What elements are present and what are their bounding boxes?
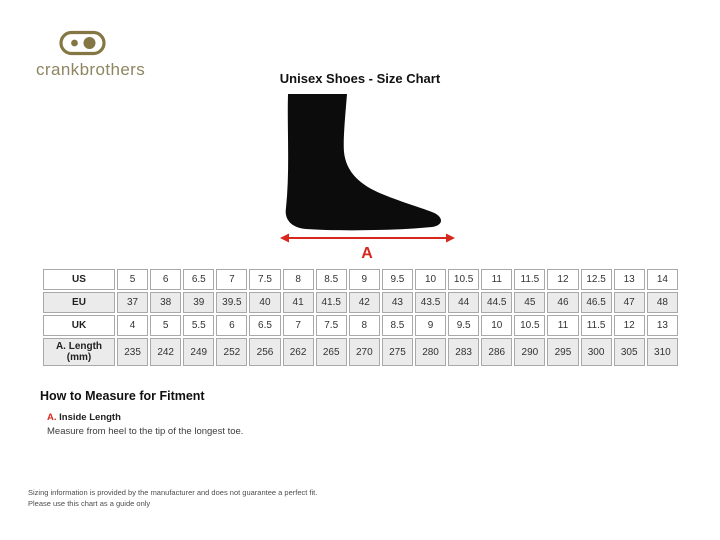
size-cell: 280 — [415, 338, 446, 366]
size-cell: 10 — [415, 269, 446, 290]
size-cell: 8.5 — [382, 315, 413, 336]
size-cell: 310 — [647, 338, 678, 366]
size-cell: 47 — [614, 292, 645, 313]
size-cell: 249 — [183, 338, 214, 366]
size-cell: 270 — [349, 338, 380, 366]
size-cell: 275 — [382, 338, 413, 366]
size-cell: 305 — [614, 338, 645, 366]
size-table-row — [43, 292, 678, 313]
size-cell: 256 — [249, 338, 280, 366]
size-cell: 11.5 — [514, 269, 545, 290]
size-cell: 8 — [349, 315, 380, 336]
size-cell: 7.5 — [249, 269, 280, 290]
size-cell: 12 — [614, 315, 645, 336]
measure-item-description: Measure from heel to the tip of the longest toe. — [47, 426, 244, 437]
size-cell: 4 — [117, 315, 148, 336]
size-cell: 10.5 — [448, 269, 479, 290]
size-cell: 6.5 — [183, 269, 214, 290]
size-cell: 286 — [481, 338, 512, 366]
size-cell: 262 — [283, 338, 314, 366]
size-cell: 10.5 — [514, 315, 545, 336]
size-cell: 44.5 — [481, 292, 512, 313]
size-cell: 37 — [117, 292, 148, 313]
measure-item-marker: A. — [47, 412, 57, 423]
size-cell: 12.5 — [581, 269, 612, 290]
size-cell: 235 — [117, 338, 148, 366]
disclaimer-line-2: Please use this chart as a guide only — [28, 499, 151, 508]
dimension-a-label: A — [361, 245, 373, 262]
size-table — [41, 267, 680, 368]
size-cell: 9.5 — [448, 315, 479, 336]
size-cell: 5 — [150, 315, 181, 336]
size-cell: 40 — [249, 292, 280, 313]
foot-measurement-diagram — [272, 94, 462, 263]
size-cell: 290 — [514, 338, 545, 366]
size-cell: 39 — [183, 292, 214, 313]
size-cell: 41.5 — [316, 292, 347, 313]
size-cell: 283 — [448, 338, 479, 366]
size-cell: 11 — [547, 315, 578, 336]
size-cell: 252 — [216, 338, 247, 366]
size-cell: 6.5 — [249, 315, 280, 336]
size-cell: 42 — [349, 292, 380, 313]
size-table-container — [41, 267, 680, 368]
size-cell: 9.5 — [382, 269, 413, 290]
size-row-label: UK — [43, 315, 115, 336]
size-cell: 7.5 — [316, 315, 347, 336]
size-cell: 11.5 — [581, 315, 612, 336]
size-cell: 13 — [614, 269, 645, 290]
measure-item-title — [47, 412, 243, 423]
size-cell: 43 — [382, 292, 413, 313]
size-table-row — [43, 315, 678, 336]
disclaimer — [28, 487, 317, 509]
measure-heading: How to Measure for Fitment — [40, 389, 205, 403]
size-cell: 46 — [547, 292, 578, 313]
size-cell: 44 — [448, 292, 479, 313]
size-table-row — [43, 338, 678, 366]
size-cell: 7 — [216, 269, 247, 290]
size-cell: 242 — [150, 338, 181, 366]
size-cell: 41 — [283, 292, 314, 313]
disclaimer-line-1: Sizing information is provided by the manufacturer and does not guarantee a perfect fit. — [28, 488, 318, 497]
crankbrothers-pedal-icon — [59, 30, 106, 56]
size-cell: 8 — [283, 269, 314, 290]
page-title: Unisex Shoes - Size Chart — [279, 71, 441, 86]
size-cell: 45 — [514, 292, 545, 313]
size-cell: 10 — [481, 315, 512, 336]
size-cell: 12 — [547, 269, 578, 290]
size-cell: 6 — [150, 269, 181, 290]
size-row-label: EU — [43, 292, 115, 313]
size-cell: 9 — [415, 315, 446, 336]
size-cell: 14 — [647, 269, 678, 290]
foot-silhouette-icon — [272, 94, 462, 244]
brand-name: crankbrothers — [36, 60, 146, 79]
size-cell: 38 — [150, 292, 181, 313]
size-cell: 7 — [283, 315, 314, 336]
size-cell: 48 — [647, 292, 678, 313]
size-cell: 5.5 — [183, 315, 214, 336]
size-cell: 13 — [647, 315, 678, 336]
dimension-a-arrow — [280, 234, 455, 243]
measure-section — [40, 389, 243, 437]
size-cell: 300 — [581, 338, 612, 366]
size-cell: 5 — [117, 269, 148, 290]
size-row-label: US — [43, 269, 115, 290]
measure-item-name: Inside Length — [59, 412, 121, 423]
size-cell: 8.5 — [316, 269, 347, 290]
size-cell: 39.5 — [216, 292, 247, 313]
size-table-row — [43, 269, 678, 290]
size-row-label: A. Length (mm) — [43, 338, 115, 366]
size-cell: 6 — [216, 315, 247, 336]
size-cell: 265 — [316, 338, 347, 366]
size-cell: 295 — [547, 338, 578, 366]
size-cell: 9 — [349, 269, 380, 290]
size-cell: 46.5 — [581, 292, 612, 313]
size-cell: 43.5 — [415, 292, 446, 313]
size-cell: 11 — [481, 269, 512, 290]
